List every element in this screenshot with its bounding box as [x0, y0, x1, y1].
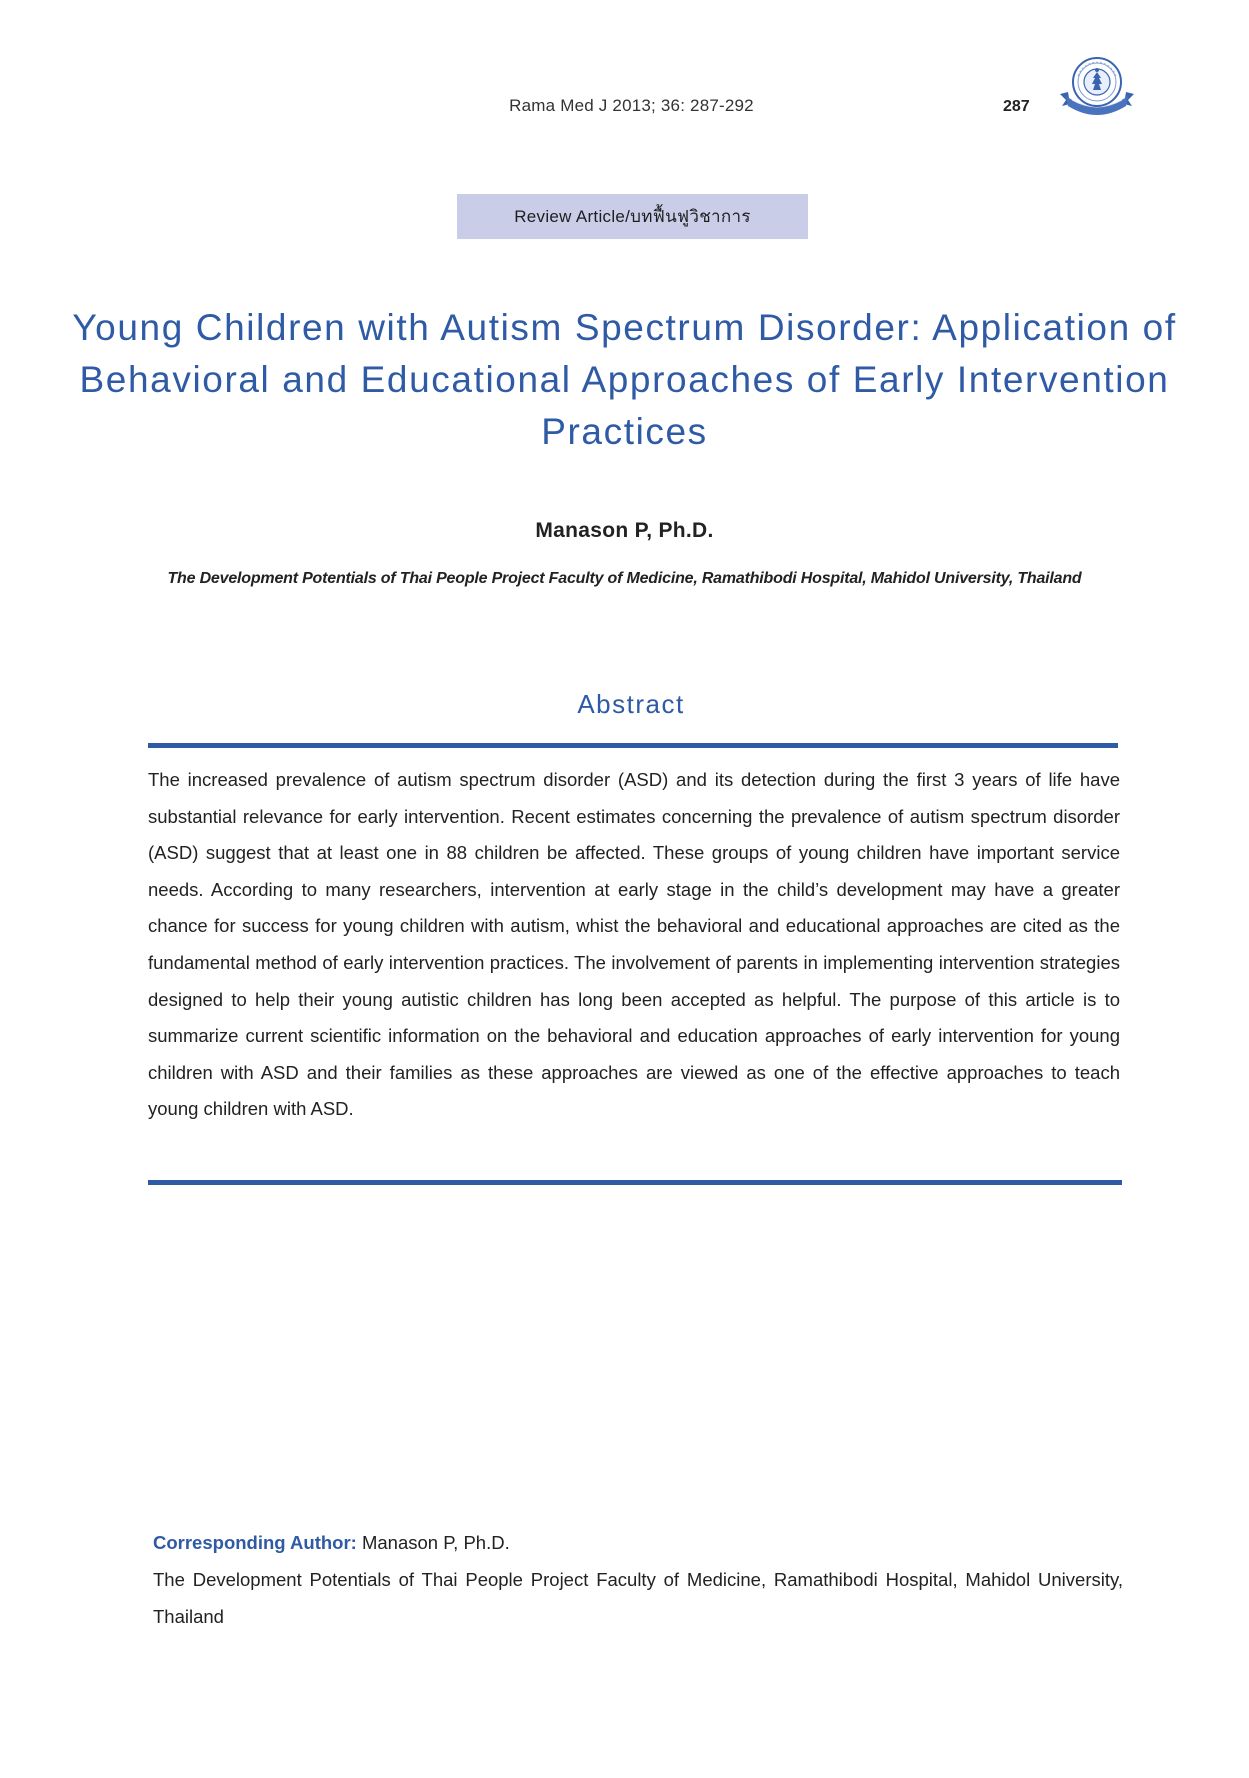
article-type-label: Review Article/บทฟื้นฟูวิชาการ [457, 194, 808, 239]
corresponding-author-address: The Development Potentials of Thai People Project Faculty of Medicine, Ramathibodi Hospital, Mahidol University, Thailand [153, 1569, 1123, 1627]
page-number: 287 [1003, 98, 1030, 115]
corresponding-author-name: Manason P, Ph.D. [361, 1532, 510, 1553]
abstract-heading: Abstract [577, 689, 685, 719]
abstract-top-rule [148, 743, 1118, 748]
corresponding-author-line [153, 1524, 1123, 1561]
journal-citation: Rama Med J 2013; 36: 287-292 [509, 96, 754, 115]
article-title: Young Children with Autism Spectrum Disorder: Application of Behavioral and Educational Approaches of Early Intervention Practices [72, 307, 1177, 452]
author-name: Manason P, Ph.D. [535, 519, 714, 542]
institution-seal-icon [1056, 54, 1138, 124]
abstract-bottom-rule [148, 1180, 1122, 1185]
corresponding-author-label: Corresponding Author: [153, 1532, 357, 1553]
corresponding-author-block [153, 1524, 1123, 1635]
author-affiliation: The Development Potentials of Thai People Project Faculty of Medicine, Ramathibodi Hospital, Mahidol University, Thailand [167, 570, 1082, 587]
abstract-text: The increased prevalence of autism spectrum disorder (ASD) and its detection during the first 3 years of life have substantial relevance for early intervention. Recent estimates concerning the prevalence of autism spectrum disorder (ASD) suggest that at least one in 88 children be affected. These groups of young children have important service needs. According to many researchers, intervention at early stage in the child’s development may have a greater chance for success for young children with autism, whist the behavioral and educational approaches are cited as the fundamental method of early intervention practices. The involvement of parents in implementing intervention strategies designed to help their young autistic children has long been accepted as helpful. The purpose of this article is to summarize current scientific information on the behavioral and education approaches of early intervention for young children with ASD and their families as these approaches are viewed as one of the effective approaches to teach young children with ASD. [148, 769, 1120, 1120]
